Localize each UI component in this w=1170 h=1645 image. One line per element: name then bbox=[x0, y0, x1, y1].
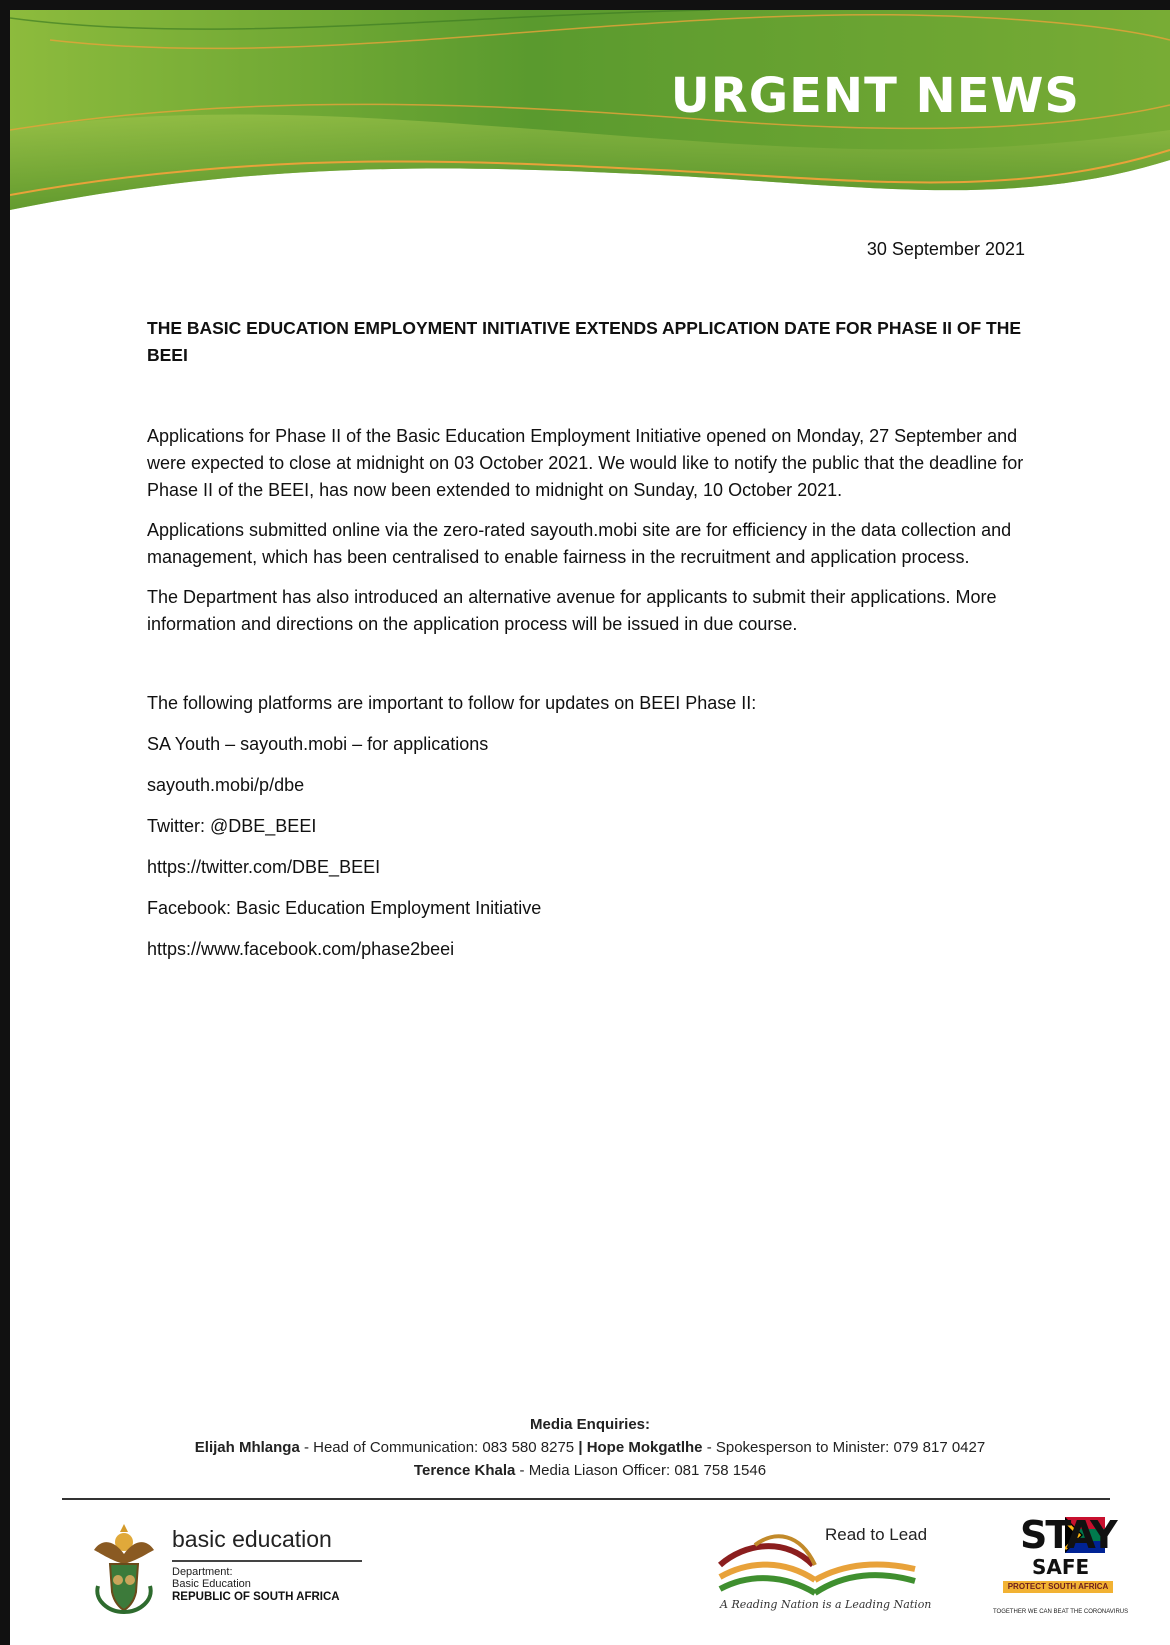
contact-role: - Head of Communication: 083 580 8275 bbox=[299, 1439, 579, 1456]
contact-role: - Media Liason Officer: 081 758 1546 bbox=[515, 1462, 767, 1479]
coat-of-arms-icon bbox=[88, 1520, 160, 1615]
stay-safe-logo bbox=[985, 1513, 1130, 1623]
contact-name: Terence Khala bbox=[413, 1462, 516, 1479]
dbe-name: basic education bbox=[172, 1526, 332, 1552]
headline: THE BASIC EDUCATION EMPLOYMENT INITIATIVE EXTENDS APPLICATION DATE FOR PHASE II OF THE BEEI bbox=[147, 318, 1022, 365]
contact-separator: | bbox=[578, 1439, 583, 1456]
platform-item: Twitter: @DBE_BEEI bbox=[147, 816, 317, 836]
banner-title: URGENT NEWS bbox=[670, 68, 1080, 124]
platform-item: Facebook: Basic Education Employment Initiative bbox=[147, 898, 542, 918]
read-to-lead-tagline: A Reading Nation is a Leading Nation bbox=[720, 1598, 932, 1611]
document-page bbox=[10, 10, 1170, 1645]
paragraph: Applications submitted online via the zero-rated sayouth.mobi site are for efficiency in the data collection and management, which has been centralised to enable fairness in the recruitment and application process. bbox=[147, 520, 1012, 567]
stay-word: STAY bbox=[1020, 1513, 1116, 1557]
dbe-republic: REPUBLIC OF SOUTH AFRICA bbox=[172, 1591, 340, 1603]
together-text: TOGETHER WE CAN BEAT THE CORONAVIRUS bbox=[993, 1609, 1129, 1615]
dbe-logo bbox=[88, 1520, 388, 1620]
dbe-department bbox=[172, 1566, 251, 1590]
safe-word: SAFE bbox=[1032, 1555, 1090, 1579]
dbe-dept-line: Department: bbox=[172, 1566, 233, 1578]
platform-item: https://twitter.com/DBE_BEEI bbox=[147, 857, 381, 877]
read-to-lead-title: Read to Lead bbox=[825, 1525, 928, 1544]
paragraph: The Department has also introduced an alternative avenue for applicants to submit their applications. More information and directions on the application process will be issued in due course. bbox=[147, 587, 997, 634]
platform-item: https://www.facebook.com/phase2beei bbox=[147, 939, 455, 959]
document-date: 30 September 2021 bbox=[866, 239, 1025, 259]
contact-name: Elijah Mhlanga bbox=[194, 1439, 300, 1456]
contact-name: Hope Mokgatlhe bbox=[586, 1439, 703, 1456]
dbe-dept-line: Basic Education bbox=[172, 1578, 251, 1590]
platform-item: sayouth.mobi/p/dbe bbox=[147, 775, 305, 795]
banner-wave bbox=[10, 10, 1170, 240]
paragraph: Applications for Phase II of the Basic Education Employment Initiative opened on Monday, 27 September and were expected to close at midnight on 03 October 2021. We would like to notify the public that the deadline for Phase II of the BEEI, has now been extended to midnight on Sunday, 10 October 2021. bbox=[147, 426, 1024, 500]
platform-item: SA Youth – sayouth.mobi – for applications bbox=[147, 734, 489, 754]
footer-divider bbox=[62, 1498, 1110, 1500]
platforms-intro: The following platforms are important to follow for updates on BEEI Phase II: bbox=[147, 693, 757, 713]
document-body bbox=[147, 315, 1037, 963]
media-heading: Media Enquiries: bbox=[529, 1416, 651, 1433]
read-to-lead-logo bbox=[715, 1520, 940, 1620]
protect-banner: PROTECT SOUTH AFRICA bbox=[1003, 1581, 1113, 1593]
contact-role: - Spokesperson to Minister: 079 817 0427 bbox=[702, 1439, 986, 1456]
dbe-divider bbox=[172, 1560, 362, 1562]
media-enquiries bbox=[10, 1413, 1170, 1482]
